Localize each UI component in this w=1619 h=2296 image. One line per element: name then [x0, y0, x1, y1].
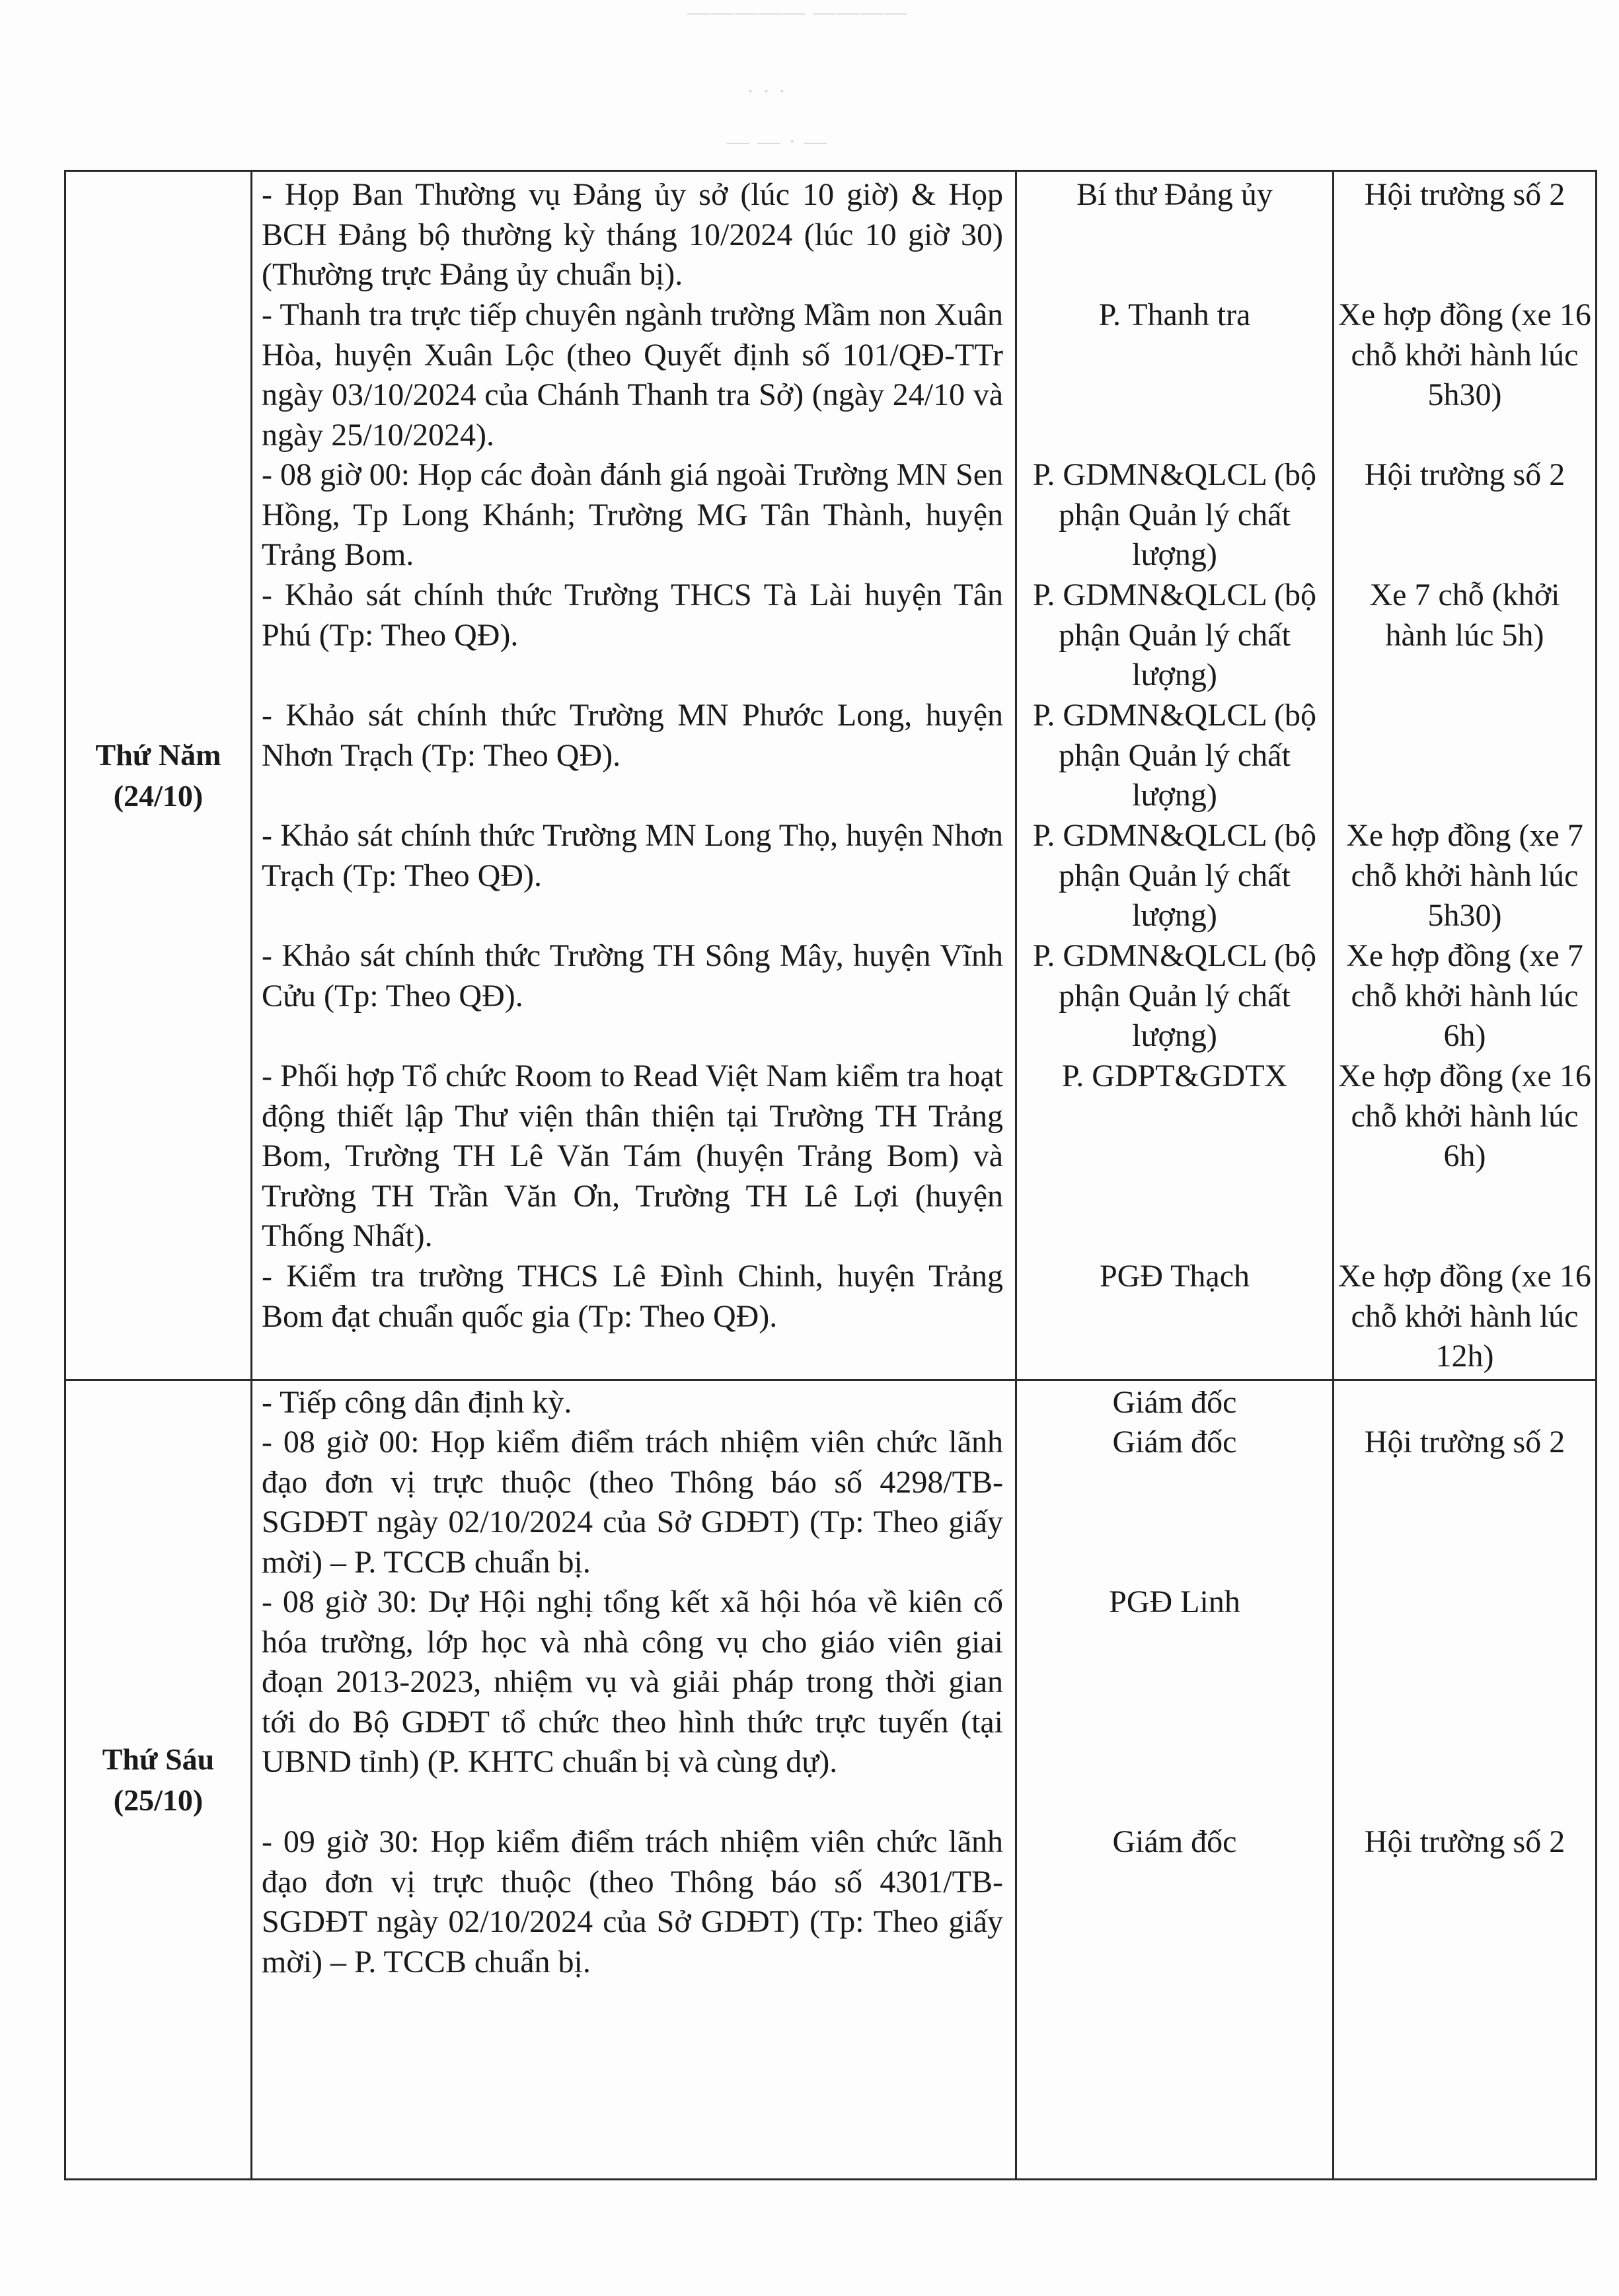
- location: Xe hợp đồng (xe 16 chỗ khởi hành lúc 6h): [1338, 1058, 1591, 1173]
- content-cell: [252, 171, 1016, 1380]
- agenda-item: - 08 giờ 00: Họp kiểm điểm trách nhiệm viên chức lãnh đạo đơn vị trực thuộc (theo Thông báo số 4298/TB-SGDĐT ngày 02/10/2024 của Sở GDĐT) (Tp: Theo giấy mời) – P. TCCB chuẩn bị.: [262, 1425, 1003, 1580]
- responsible-unit: P. GDMN&QLCL (bộ phận Quản lý chất lượng): [1033, 938, 1316, 1053]
- responsible-unit: PGĐ Linh: [1109, 1584, 1240, 1619]
- location: Xe hợp đồng (xe 16 chỗ khởi hành lúc 12h): [1338, 1259, 1591, 1374]
- content-cell: [252, 1380, 1016, 2180]
- agenda-item: - Khảo sát chính thức Trường MN Phước Long, huyện Nhơn Trạch (Tp: Theo QĐ).: [262, 698, 1003, 773]
- agenda-item: - Khảo sát chính thức Trường TH Sông Mây, huyện Vĩnh Cửu (Tp: Theo QĐ).: [262, 938, 1003, 1014]
- location: Hội trường số 2: [1364, 457, 1565, 492]
- agenda-item: - Tiếp công dân định kỳ.: [262, 1385, 572, 1420]
- agenda-item: - 08 giờ 00: Họp các đoàn đánh giá ngoài Trường MN Sen Hồng, Tp Long Khánh; Trường MG Tân Thành, huyện Trảng Bom.: [262, 457, 1003, 572]
- responsible-unit: P. Thanh tra: [1098, 297, 1251, 332]
- day-cell: [65, 171, 252, 1380]
- location: Hội trường số 2: [1364, 1425, 1565, 1460]
- agenda-item: - 09 giờ 30: Họp kiểm điểm trách nhiệm viên chức lãnh đạo đơn vị trực thuộc (theo Thông báo số 4301/TB-SGDĐT ngày 02/10/2024 của Sở GDĐT) (Tp: Theo giấy mời) – P. TCCB chuẩn bị.: [262, 1824, 1003, 1980]
- responsible-unit-cell: [1016, 171, 1334, 1380]
- day-date: (25/10): [113, 1783, 204, 1817]
- schedule-row-thursday: [65, 171, 1597, 1380]
- responsible-unit: Giám đốc: [1112, 1425, 1237, 1460]
- location-cell: [1334, 1380, 1597, 2180]
- agenda-item: - Khảo sát chính thức Trường THCS Tà Lài huyện Tân Phú (Tp: Theo QĐ).: [262, 577, 1003, 653]
- location: Xe hợp đồng (xe 7 chỗ khởi hành lúc 5h30): [1346, 818, 1583, 933]
- show-through-mark: — — · —: [727, 130, 828, 154]
- responsible-unit: Bí thư Đảng ủy: [1076, 177, 1273, 212]
- day-name: Thứ Sáu: [102, 1742, 215, 1776]
- agenda-item: - Thanh tra trực tiếp chuyên ngành trường Mầm non Xuân Hòa, huyện Xuân Lộc (theo Quyết định số 101/QĐ-TTr ngày 03/10/2024 của Chánh Thanh tra Sở) (ngày 24/10 và ngày 25/10/2024).: [262, 297, 1003, 453]
- agenda-item: - Phối hợp Tổ chức Room to Read Việt Nam kiểm tra hoạt động thiết lập Thư viện thân thiện tại Trường TH Trảng Bom, Trường TH Lê Văn Tám (huyện Trảng Bom) và Trường TH Trần Văn Ơn, Trường TH Lê Lợi (huyện Thống Nhất).: [262, 1058, 1003, 1253]
- schedule-table: [64, 170, 1597, 2180]
- agenda-item: - 08 giờ 30: Dự Hội nghị tổng kết xã hội hóa về kiên cố hóa trường, lớp học và nhà công vụ cho giáo viên giai đoạn 2013-2023, nhiệm vụ và giải pháp trong thời gian tới do Bộ GDĐT tổ chức theo hình thức trực tuyến (tại UBND tỉnh) (P. KHTC chuẩn bị và cùng dự).: [262, 1584, 1003, 1779]
- location: Hội trường số 2: [1364, 1824, 1565, 1859]
- responsible-unit: P. GDMN&QLCL (bộ phận Quản lý chất lượng): [1033, 818, 1316, 933]
- responsible-unit: P. GDPT&GDTX: [1061, 1058, 1288, 1093]
- location: Xe hợp đồng (xe 7 chỗ khởi hành lúc 6h): [1346, 938, 1583, 1053]
- responsible-unit: PGĐ Thạch: [1099, 1259, 1250, 1294]
- responsible-unit-cell: [1016, 1380, 1334, 2180]
- responsible-unit: P. GDMN&QLCL (bộ phận Quản lý chất lượng): [1033, 577, 1316, 692]
- show-through-mark: · · ·: [747, 79, 787, 104]
- responsible-unit: P. GDMN&QLCL (bộ phận Quản lý chất lượng): [1033, 457, 1316, 572]
- agenda-item: - Họp Ban Thường vụ Đảng ủy sở (lúc 10 giờ) & Họp BCH Đảng bộ thường kỳ tháng 10/2024 (lúc 10 giờ 30) (Thường trực Đảng ủy chuẩn bị).: [262, 177, 1003, 292]
- agenda-item: - Kiểm tra trường THCS Lê Đình Chinh, huyện Trảng Bom đạt chuẩn quốc gia (Tp: Theo QĐ).: [262, 1259, 1003, 1334]
- agenda-item: - Khảo sát chính thức Trường MN Long Thọ, huyện Nhơn Trạch (Tp: Theo QĐ).: [262, 818, 1003, 893]
- show-through-mark: ————— ————: [687, 0, 909, 24]
- responsible-unit: P. GDMN&QLCL (bộ phận Quản lý chất lượng): [1033, 698, 1316, 813]
- location: Xe 7 chỗ (khởi hành lúc 5h): [1369, 577, 1560, 653]
- day-cell: [65, 1380, 252, 2180]
- location: Hội trường số 2: [1364, 177, 1565, 212]
- responsible-unit: Giám đốc: [1112, 1824, 1237, 1859]
- location-cell: [1334, 171, 1597, 1380]
- location: Xe hợp đồng (xe 16 chỗ khởi hành lúc 5h30): [1338, 297, 1591, 412]
- day-name: Thứ Năm: [95, 737, 221, 772]
- schedule-row-friday: [65, 1380, 1597, 2180]
- day-date: (24/10): [113, 778, 204, 813]
- responsible-unit: Giám đốc: [1112, 1385, 1237, 1420]
